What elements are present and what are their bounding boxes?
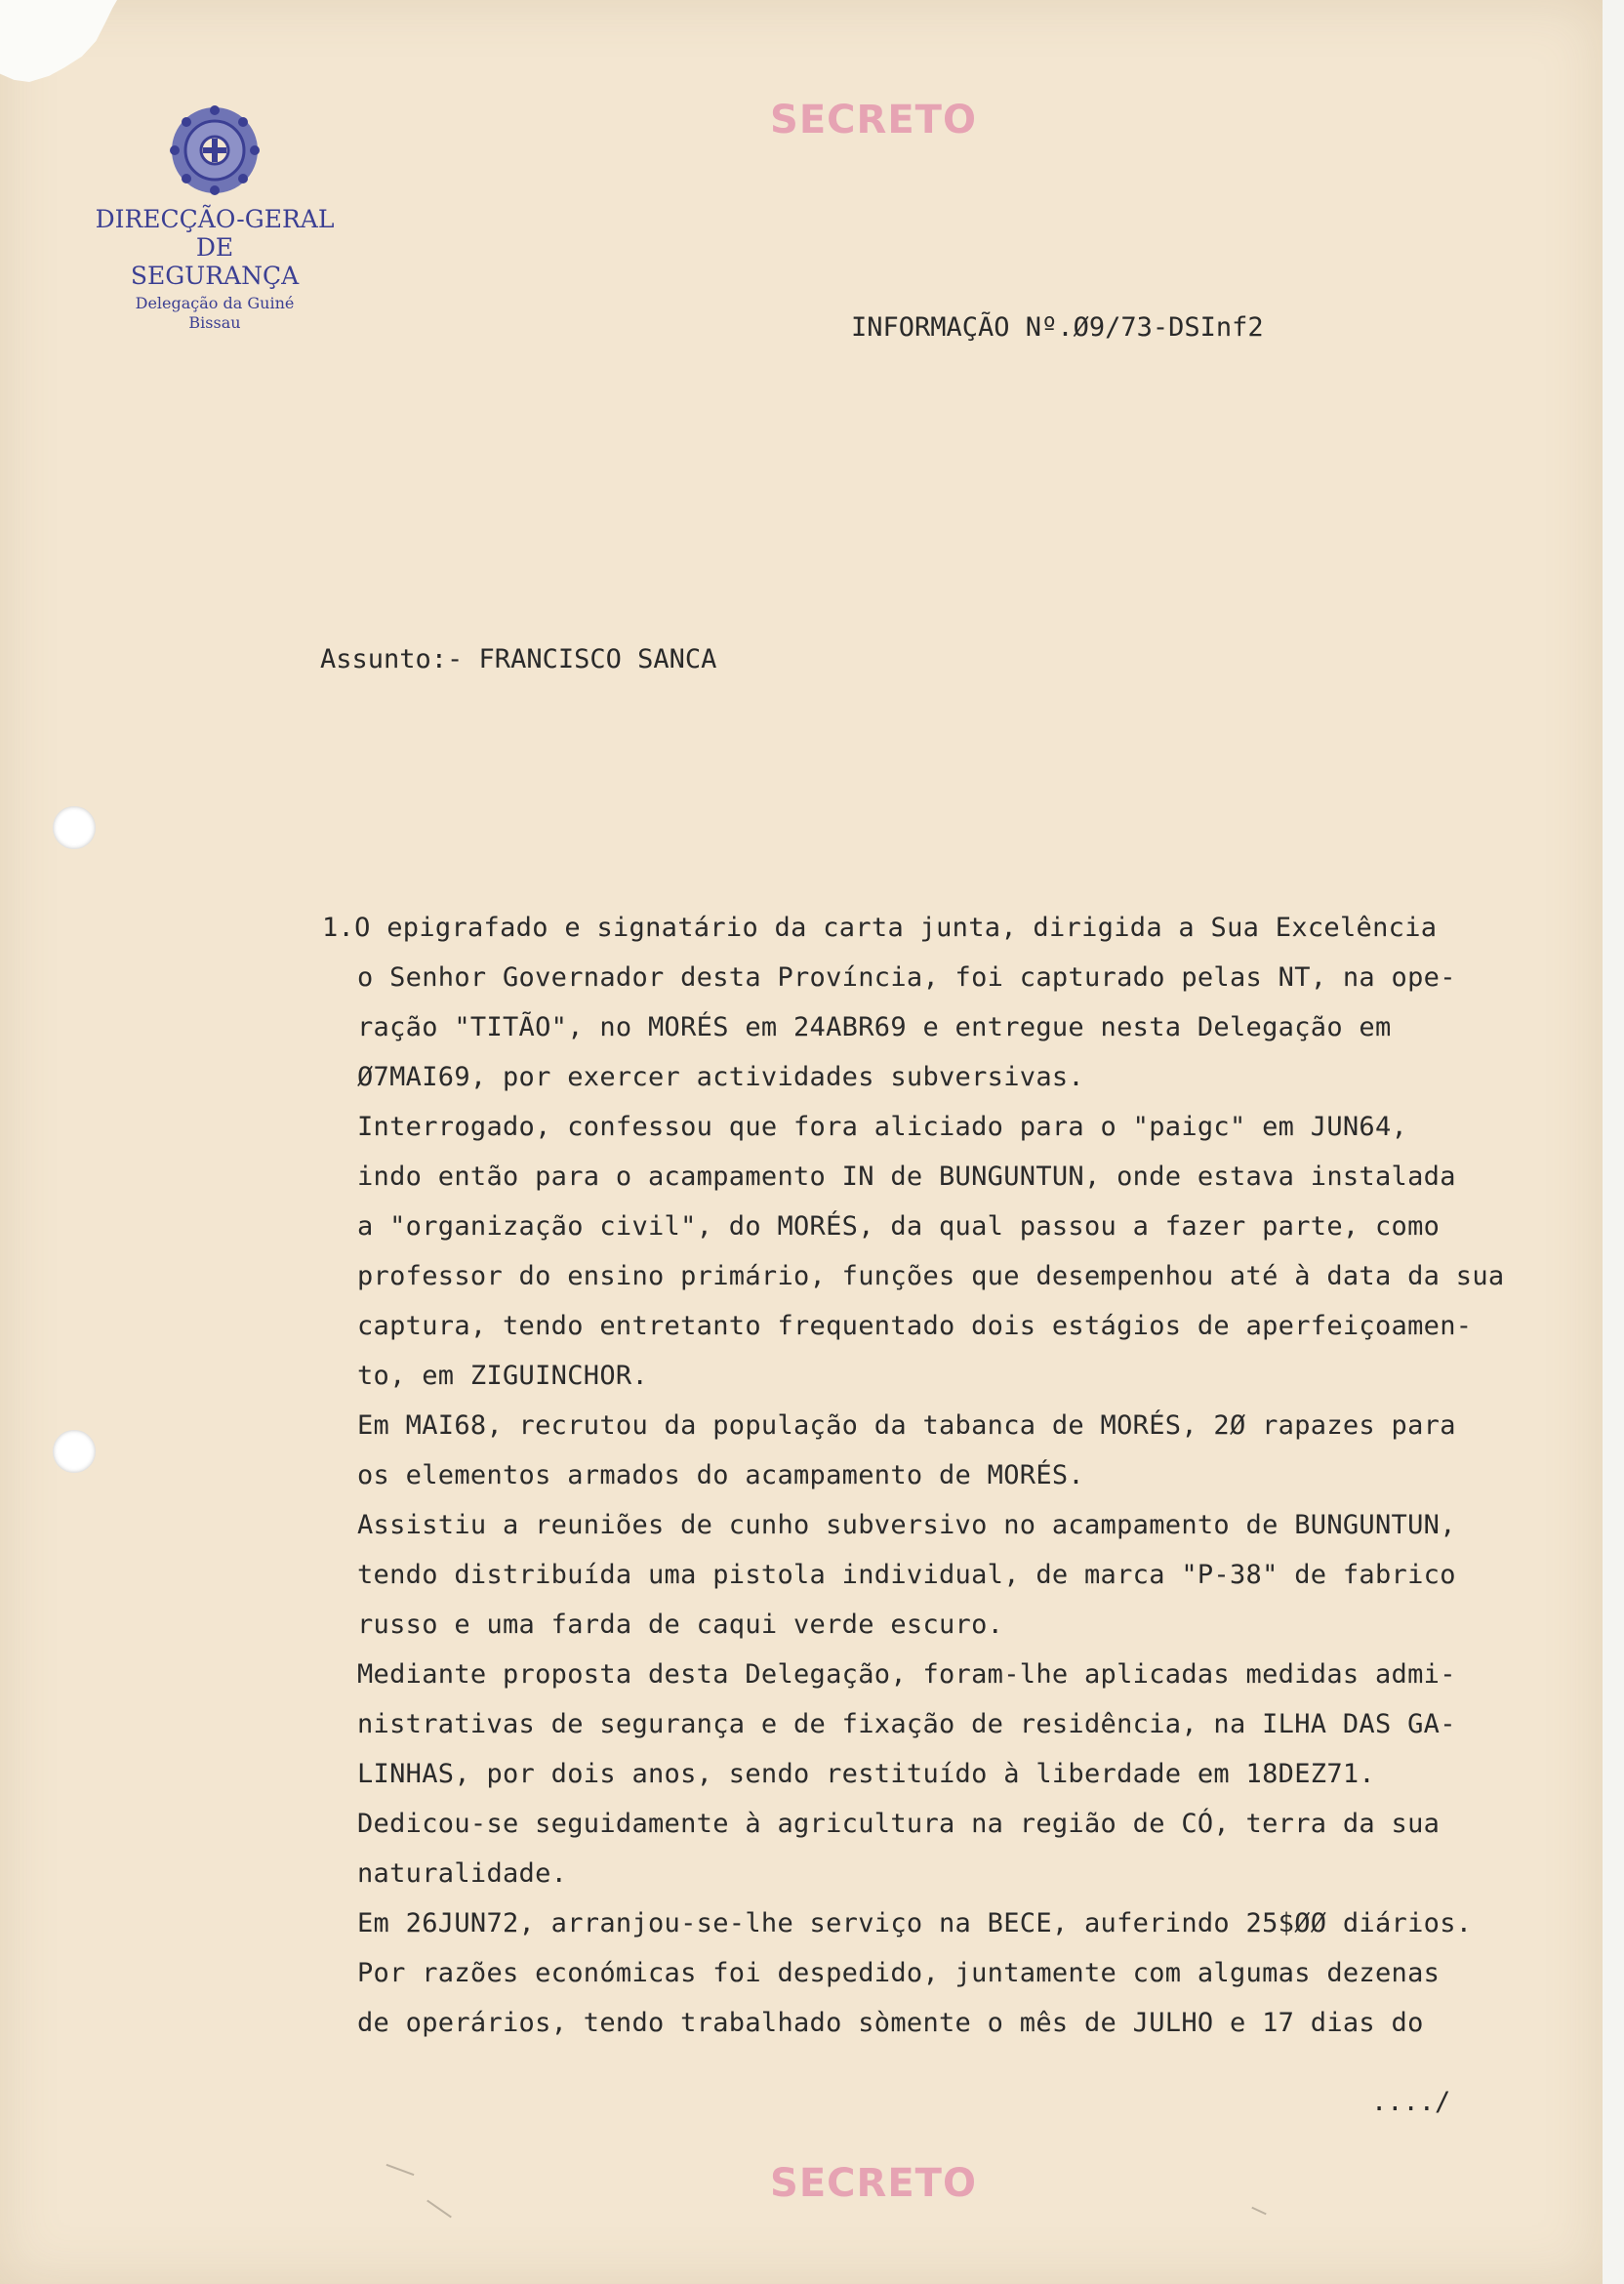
body-line: LINHAS, por dois anos, sendo restituído à liberdade em 18DEZ71. — [357, 1759, 1375, 1789]
body-line: os elementos armados do acampamento de MORÉS. — [357, 1460, 1084, 1490]
body-line: Assistiu a reuniões de cunho subversivo no acampamento de BUNGUNTUN, — [357, 1510, 1456, 1540]
body-line: indo então para o acampamento IN de BUNGUNTUN, onde estava instalada — [357, 1162, 1456, 1192]
body-line: Mediante proposta desta Delegação, foram-lhe aplicadas medidas admi- — [357, 1659, 1456, 1690]
page-edge — [1603, 0, 1624, 2284]
body-line: tendo distribuída uma pistola individual, de marca "P-38" de fabrico — [357, 1560, 1456, 1590]
delegation-line: Bissau — [188, 313, 241, 332]
department-name — [59, 205, 371, 290]
body-line: Por razões económicas foi despedido, juntamente com algumas dezenas — [357, 1958, 1441, 1988]
body-line: Em 26JUN72, arranjou-se-lhe serviço na BECE, auferindo 25$ØØ diários. — [357, 1908, 1473, 1938]
department-line: DIRECÇÃO-GERAL — [95, 205, 335, 233]
body-line: de operários, tendo trabalhado sòmente o mês de JULHO e 17 dias do — [357, 2008, 1424, 2038]
document-body — [322, 903, 1601, 2048]
body-line: 1.O epigrafado e signatário da carta junta, dirigida a Sua Excelência — [322, 913, 1438, 943]
body-line: o Senhor Governador desta Província, foi capturado pelas NT, na ope- — [357, 962, 1456, 993]
document-subject: Assunto:- FRANCISCO SANCA — [320, 644, 717, 674]
body-line: a "organização civil", do MORÉS, da qual passou a fazer parte, como — [357, 1211, 1441, 1242]
punch-hole — [53, 1430, 96, 1473]
department-line: DE — [195, 233, 234, 262]
body-line: Em MAI68, recrutou da população da tabanca de MORÉS, 2Ø rapazes para — [357, 1410, 1456, 1441]
classification-stamp-top: SECRETO — [770, 98, 977, 143]
body-line: russo e uma farda de caqui verde escuro. — [357, 1610, 1004, 1640]
delegation-name — [59, 294, 371, 333]
body-line: naturalidade. — [357, 1858, 568, 1889]
delegation-line: Delegação da Guiné — [135, 294, 295, 312]
department-line: SEGURANÇA — [130, 262, 300, 290]
body-line: Interrogado, confessou que fora aliciado para o "paigc" em JUN64, — [357, 1112, 1408, 1142]
classification-stamp-bottom: SECRETO — [770, 2161, 977, 2206]
body-line: to, em ZIGUINCHOR. — [357, 1361, 648, 1391]
letterhead — [59, 102, 371, 333]
body-line: nistrativas de segurança e de fixação de residência, na ILHA DAS GA- — [357, 1709, 1456, 1739]
punch-hole — [53, 806, 96, 849]
body-line: Ø7MAI69, por exercer actividades subversivas. — [357, 1062, 1084, 1092]
crest-icon — [166, 102, 264, 199]
body-line: Dedicou-se seguidamente à agricultura na região de CÓ, terra da sua — [357, 1809, 1441, 1839]
body-line: captura, tendo entretanto frequentado dois estágios de aperfeiçoamen- — [357, 1311, 1473, 1341]
body-line: ração "TITÃO", no MORÉS em 24ABR69 e entregue nesta Delegação em — [357, 1012, 1392, 1042]
continuation-mark: ..../ — [1371, 2087, 1451, 2117]
body-line: professor do ensino primário, funções que desempenhou até à data da sua — [357, 1261, 1505, 1291]
document-number: INFORMAÇÃO Nº.Ø9/73-DSInf2 — [851, 312, 1264, 343]
